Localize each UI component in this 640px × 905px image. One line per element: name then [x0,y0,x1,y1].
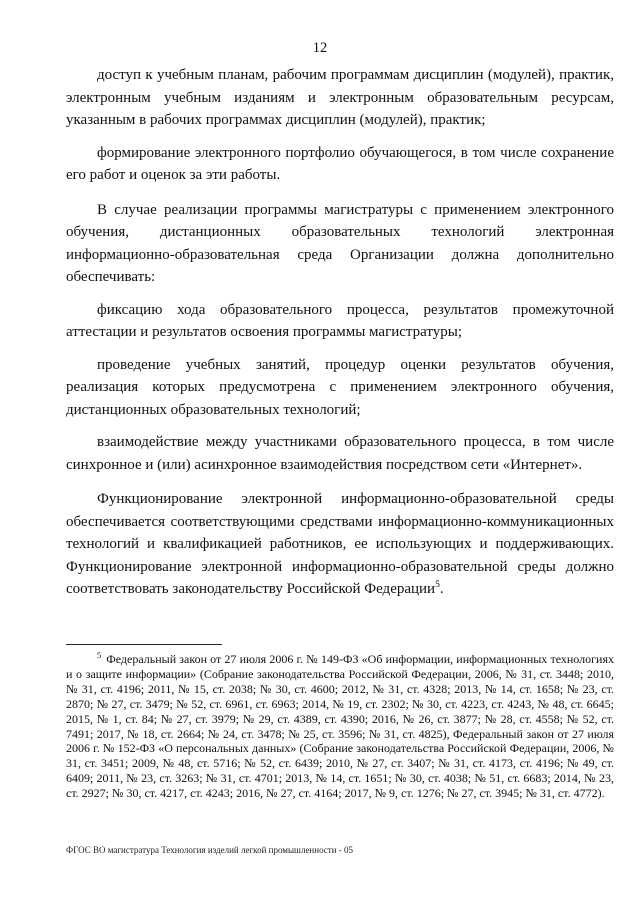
paragraph: фиксацию хода образовательного процесса, результатов промежуточной аттестации и результатов освоения программы магистратуры; [66,301,614,340]
paragraph: формирование электронного портфолио обучающегося, в том числе сохранение его работ и оценок за эти работы. [66,144,614,183]
footnote-text: Федеральный закон от 27 июля 2006 г. № 149-ФЗ «Об информации, информационных технологиях и о защите информации» (Собрание законодательства Российской Федерации, 2006, № 31, ст. 3448; 2010, № 31, ст. 4196; 2011, № 15, ст. 2038; № 30, ст. 4600; 2012, № 31, ст. 4328; 2013, № 14, ст. 1658; № 23, ст. 2870; № 27, ст. 3479; № 52, ст. 6961, ст. 6963; 2014, № 19, ст. 2302; № 30, ст. 4223, ст. 4243, № 48, ст. 6645; 2015, № 1, ст. 84; № 27, ст. 3979; № 29, ст. 4389, ст. 4390; 2016, № 26, ст. 3877; № 28, ст. 4558; № 52, ст. 7491; 2017, № 18, ст. 2664; № 24, ст. 3478; № 25, ст. 3596; № 31, ст. 4825), Федеральный закон от 27 июля 2006 г. № 152-ФЗ «О персональных данных» (Собрание законодательства Российской Федерации, 2006, № 31, ст. 3451; 2009, № 48, ст. 5716; № 52, ст. 6439; 2010, № 27, ст. 3407; № 31, ст. 4173, ст. 4196; № 49, ст. 6409; 2011, № 23, ст. 3263; № 31, ст. 4701; 2013, № 14, ст. 1651; № 30, ст. 4038; № 51, ст. 6683; 2014, № 23, ст. 2927; № 30, ст. 4217, ст. 4243; 2016, № 27, ст. 4164; 2017, № 9, ст. 1276; № 27, ст. 3945; № 31, ст. 4772). [66,652,614,801]
final-paragraph: Функционирование электронной информационно-образовательной среды обеспечивается соответствующими средствами информационно-коммуникационных технологий и квалификацией работников, ее использующих и поддерживающих. Функционирование электронной информационно-образовательной среды должно соответствовать законодательству Российской Федерации$^5$. [66,491,614,597]
page-number: 12 [312,40,328,56]
paragraph: В случае реализации программы магистратуры с применением электронного обучения, дистанционных образовательных технологий электронная информационно-образовательная среда Организации должна дополнительно обеспечивать: [66,201,614,285]
footnote [66,652,614,801]
footnote-number: 5 [97,650,102,660]
paragraph: взаимодействие между участниками образовательного процесса, в том числе синхронное и (или) асинхронное взаимодействия посредством сети «Интернет». [66,434,614,473]
final-paragraph-text: Функционирование электронной информационно-образовательной среды обеспечивается соответствующими средствами информационно-коммуникационных технологий и квалификацией работников, ее использующих и поддерживающих. Функционирование электронной информационно-образовательной среды должно соответствовать законодательству Российской Федерации [66,491,614,597]
footnote-reference[interactable]: 5 [435,580,440,590]
page-footer: ФГОС ВО магистратура Технология изделий легкой промышленности - 05 [66,845,354,855]
paragraph: проведение учебных занятий, процедур оценки результатов обучения, реализация которых предусмотрена с применением электронного обучения, дистанционных образовательных технологий; [66,356,614,418]
paragraph: доступ к учебным планам, рабочим программам дисциплин (модулей), практик, электронным учебным изданиям и электронным образовательным ресурсам, указанным в рабочих программах дисциплин (модулей), практик; [66,67,614,128]
footnote-separator [66,644,222,645]
main-text [66,64,614,611]
